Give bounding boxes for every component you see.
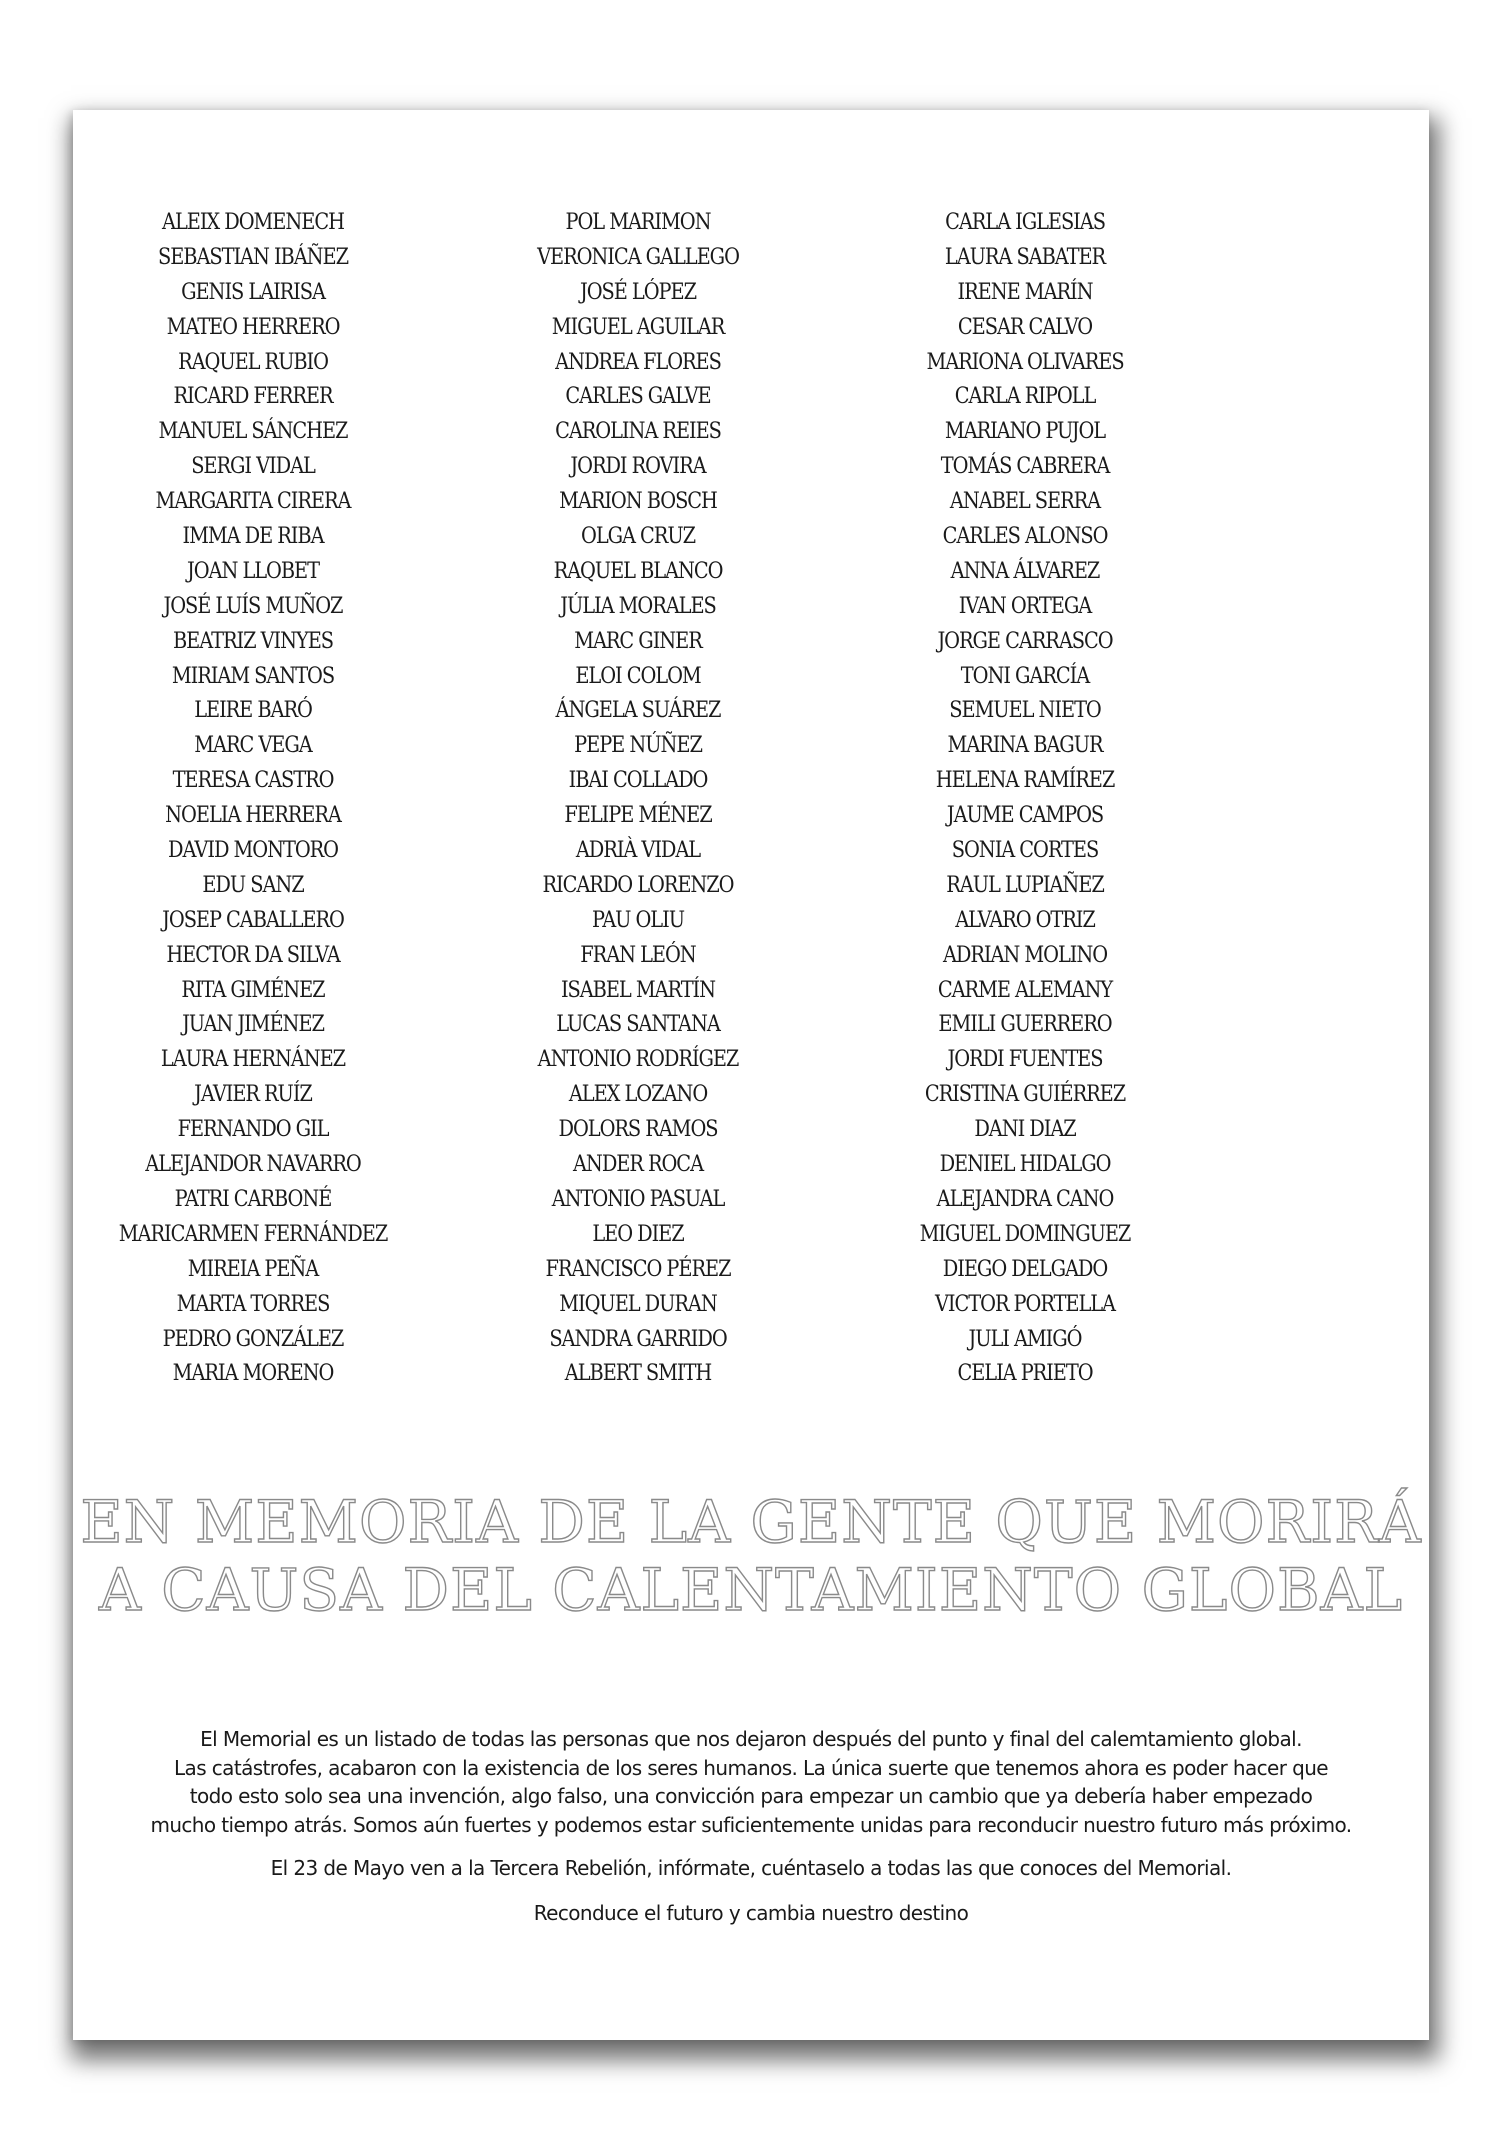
memorial-name: JAVIER RUÍZ [194,1082,312,1108]
memorial-name: TOMÁS CABRERA [940,454,1110,480]
memorial-name: VERONICA GALLEGO [537,244,739,270]
slogan: Reconduce el futuro y cambia nuestro destino [533,1900,969,1925]
memorial-name: JUAN JIMÉNEZ [182,1012,324,1038]
memorial-name: ALEX LOZANO [568,1082,708,1108]
description-line-1: El Memorial es un listado de todas las personas que nos dejaron después del punto y final del calemtamiento global. [200,1727,1302,1751]
memorial-name: JOSÉ LÓPEZ [580,279,696,305]
memorial-name: MARTA TORRES [176,1291,330,1317]
memorial-name: SERGI VIDAL [191,454,315,480]
names-column-1 [53,206,453,1392]
memorial-name: MATEO HERRERO [166,314,340,340]
memorial-name: ANABEL SERRA [949,489,1101,515]
memorial-name: CELIA PRIETO [957,1361,1093,1387]
memorial-headline [73,1488,1429,1624]
memorial-name: MANUEL SÁNCHEZ [158,419,348,445]
memorial-name: PEPE NÚÑEZ [574,733,702,759]
memorial-name: LAURA SABATER [944,244,1106,270]
memorial-name: SEMUEL NIETO [949,698,1101,724]
memorial-name: ALEJANDRA CANO [936,1186,1114,1212]
memorial-name: RAQUEL BLANCO [553,558,723,584]
memorial-name: ALVARO OTRIZ [955,907,1095,933]
memorial-name: DAVID MONTORO [167,838,338,864]
memorial-name: NOELIA HERRERA [165,803,341,829]
memorial-name: SEBASTIAN IBÁÑEZ [158,244,348,270]
memorial-name: SONIA CORTES [951,838,1099,864]
memorial-name: JAUME CAMPOS [946,803,1104,829]
memorial-name: DENIEL HIDALGO [939,1152,1111,1178]
memorial-name: LEO DIEZ [592,1221,684,1247]
memorial-name: MARION BOSCH [559,489,717,515]
memorial-name: FRAN LEÓN [580,942,696,968]
description-line-4: mucho tiempo atrás. Somos aún fuertes y podemos estar suficientemente unidas para reconducir nuestro futuro más próximo. [150,1812,1352,1837]
memorial-name: RAQUEL RUBIO [178,349,328,375]
memorial-name: TONI GARCÍA [960,663,1090,689]
memorial-name: JORDI ROVIRA [570,454,706,480]
headline-line-1: EN MEMORIA DE LA GENTE QUE MORIRÁ [80,1488,1422,1556]
headline-line-2: A CAUSA DEL CALENTAMIENTO GLOBAL [98,1556,1404,1624]
memorial-name: JULI AMIGÓ [968,1326,1082,1352]
memorial-name: JOSEP CABALLERO [162,907,344,933]
memorial-name: IRENE MARÍN [957,279,1093,305]
memorial-name: CESAR CALVO [957,314,1093,340]
memorial-description [133,1725,1369,1927]
memorial-name: MARIANO PUJOL [944,419,1106,445]
description-line-3: todo esto solo sea una invención, algo falso, una convicción para empezar un cambio que ya debería haber empezado [189,1784,1313,1808]
memorial-name: ADRIAN MOLINO [942,942,1108,968]
memorial-name: ALBERT SMITH [564,1361,712,1387]
memorial-name: MARINA BAGUR [947,733,1103,759]
memorial-name: ALEJANDOR NAVARRO [145,1152,361,1178]
memorial-name: DOLORS RAMOS [558,1117,718,1143]
memorial-name: EDU SANZ [202,872,304,898]
memorial-name: MARGARITA CIRERA [155,489,351,515]
memorial-name: ANDER ROCA [573,1152,703,1178]
memorial-name: ALEIX DOMENECH [162,210,344,235]
names-column-2 [438,206,838,1392]
memorial-name: GENIS LAIRISA [181,279,325,305]
memorial-name: ISABEL MARTÍN [560,977,716,1003]
call-to-action: El 23 de Mayo ven a la Tercera Rebelión, infórmate, cuéntaselo a todas las que conoces del Memorial. [270,1856,1232,1880]
memorial-name: EMILI GUERRERO [938,1012,1112,1038]
memorial-name: CARLA IGLESIAS [945,210,1105,235]
description-line-2: Las catástrofes, acabaron con la existencia de los seres humanos. La única suerte que tenemos ahora es poder hacer que [174,1755,1328,1780]
memorial-name: JOAN LLOBET [187,558,319,584]
memorial-name: MARC VEGA [194,733,312,759]
memorial-name: HELENA RAMÍREZ [935,768,1115,794]
memorial-name: MIGUEL DOMINGUEZ [919,1221,1131,1247]
memorial-name: CARLES GALVE [565,384,711,410]
memorial-poster [73,110,1429,2040]
memorial-name: RAUL LUPIAÑEZ [946,872,1104,898]
memorial-name: MARC GINER [574,628,702,654]
memorial-name: RICARD FERRER [173,384,333,410]
memorial-name: JÚLIA MORALES [560,593,716,619]
memorial-name: MARIA MORENO [172,1361,334,1387]
memorial-name: ELOI COLOM [575,663,701,689]
memorial-name: ANDREA FLORES [555,349,721,375]
memorial-name: CARME ALEMANY [937,977,1113,1003]
memorial-name: ADRIÀ VIDAL [575,838,701,864]
names-column-3 [825,206,1225,1392]
memorial-name: SANDRA GARRIDO [549,1326,727,1352]
memorial-name: ANTONIO PASUAL [551,1186,725,1212]
memorial-name: MARICARMEN FERNÁNDEZ [118,1221,388,1247]
memorial-name: LUCAS SANTANA [556,1012,720,1038]
memorial-name: BEATRIZ VINYES [173,628,333,654]
memorial-name: LAURA HERNÁNEZ [160,1047,346,1073]
memorial-name: HECTOR DA SILVA [166,942,340,968]
memorial-name: ANTONIO RODRÍGEZ [537,1047,739,1073]
memorial-name: IVAN ORTEGA [958,593,1092,619]
memorial-name: DANI DIAZ [974,1117,1076,1143]
memorial-name: VICTOR PORTELLA [934,1291,1115,1317]
memorial-name: MARIONA OLIVARES [926,349,1124,375]
memorial-name: ANNA ÁLVAREZ [950,558,1100,584]
memorial-name: JORGE CARRASCO [937,628,1113,654]
memorial-name: FERNANDO GIL [177,1117,329,1143]
memorial-name: MIRIAM SANTOS [171,663,335,689]
memorial-name: CRISTINA GUIÉRREZ [924,1082,1126,1108]
memorial-name: JOSÉ LUÍS MUÑOZ [163,593,343,619]
memorial-name: IMMA DE RIBA [182,524,324,550]
memorial-name: CARLES ALONSO [942,524,1108,550]
memorial-name: FELIPE MÉNEZ [564,803,712,829]
memorial-name: MIREIA PEÑA [187,1256,319,1282]
memorial-name: TERESA CASTRO [172,768,334,794]
memorial-name: JORDI FUENTES [947,1047,1103,1073]
memorial-name: LEIRE BARÓ [194,698,312,724]
memorial-name: ÁNGELA SUÁREZ [555,698,721,724]
memorial-name: MIQUEL DURAN [559,1291,717,1317]
memorial-name: MIGUEL AGUILAR [551,314,725,340]
memorial-name: RITA GIMÉNEZ [181,977,325,1003]
memorial-name: POL MARIMON [565,210,711,235]
memorial-name: PEDRO GONZÁLEZ [162,1326,344,1352]
memorial-name: CARLA RIPOLL [954,384,1096,410]
memorial-name: PAU OLIU [592,907,684,933]
memorial-name: FRANCISCO PÉREZ [545,1256,731,1282]
memorial-name: DIEGO DELGADO [942,1256,1108,1282]
memorial-name: IBAI COLLADO [568,768,708,794]
memorial-name: OLGA CRUZ [581,524,695,550]
memorial-name: PATRI CARBONÉ [174,1186,332,1212]
memorial-name: RICARDO LORENZO [542,872,734,898]
memorial-name: CAROLINA REIES [555,419,721,445]
